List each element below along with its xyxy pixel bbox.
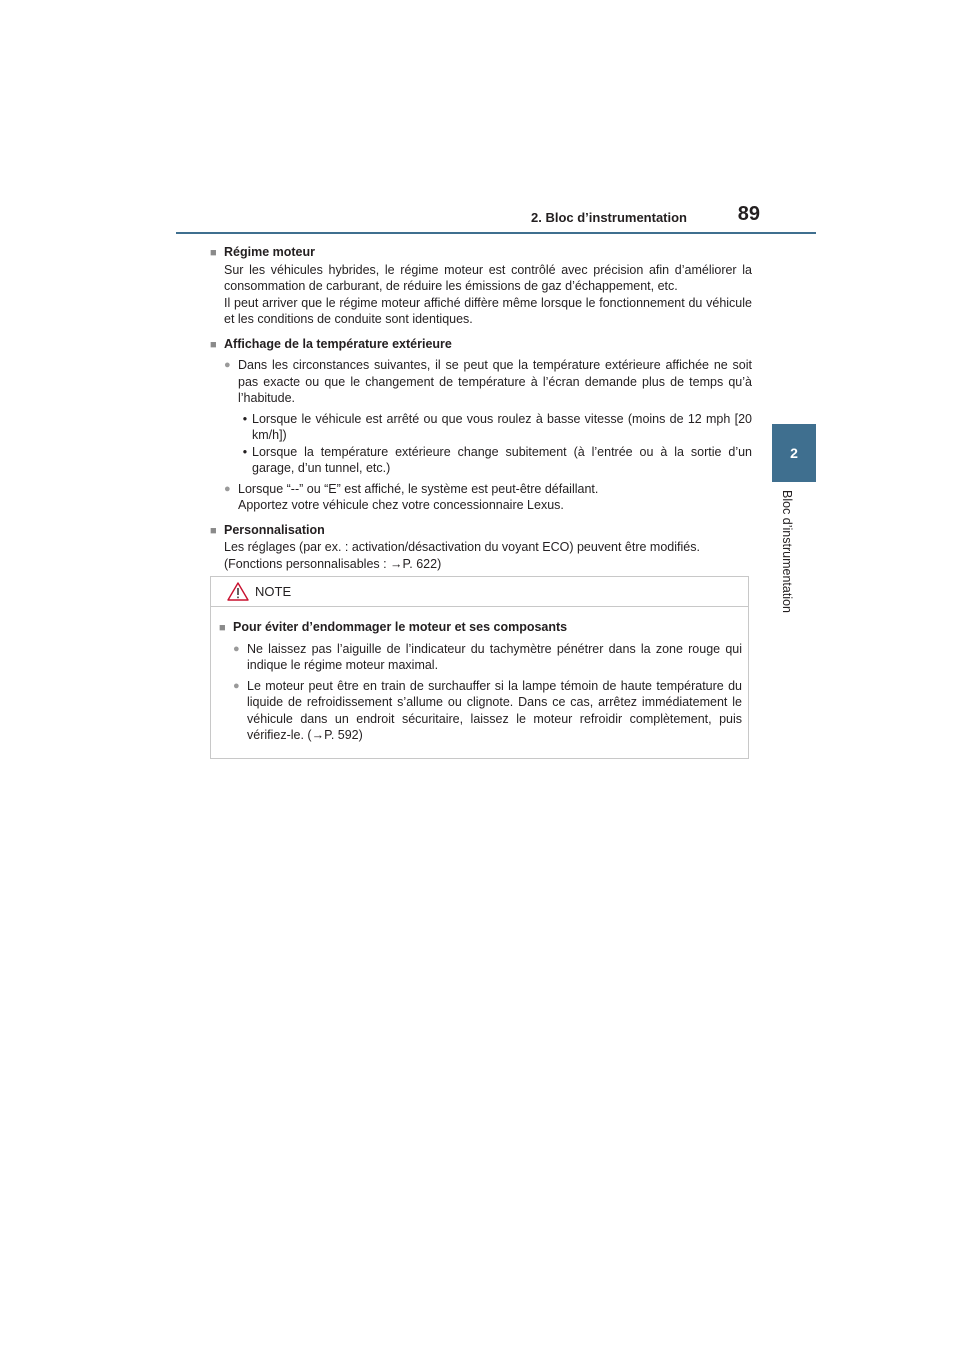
warning-triangle-icon (227, 582, 249, 601)
note-heading: ■ Pour éviter d’endommager le moteur et ses composants (219, 619, 742, 637)
section-heading: ■ Affichage de la température extérieure (210, 336, 752, 354)
list-item: ● Le moteur peut être en train de surchauffer si la lampe témoin de haute température du liquide de refroidissement s’allume ou clignote. Dans ce cas, arrêtez immédiatement le véhicule dans un endroit sécuritaire, laissez le moteur refroidir complètement, puis vérifiez-le. (→P. 592) (233, 678, 742, 742)
circle-bullet-icon: ● (233, 679, 240, 692)
header-title: 2. Bloc d’instrumentation (530, 210, 687, 225)
paragraph: Les réglages (par ex. : activation/désactivation du voyant ECO) peuvent être modifiés. (224, 540, 700, 554)
chapter-tab (772, 424, 816, 482)
list-item: ● Lorsque “--” ou “E” est affiché, le système est peut-être défaillant. Apportez votre véhicule chez votre concessionnaire Lexus. (224, 481, 599, 512)
small-bullet-icon: • (242, 444, 248, 459)
chapter-label: Bloc d’instrumentation (780, 490, 794, 613)
small-bullet-icon: • (242, 411, 248, 426)
square-bullet-icon: ■ (210, 338, 217, 351)
square-bullet-icon: ■ (210, 524, 217, 537)
note-box (210, 576, 749, 759)
header-rule (176, 232, 816, 234)
list-item: ● Dans les circonstances suivantes, il se peut que la température extérieure affichée ne soit pas exacte ou que le changement de température à l’écran demande plus de temps qu’à l’habitude. (224, 358, 752, 405)
note-body (211, 607, 748, 744)
page-number: 89 (737, 203, 760, 225)
square-bullet-icon: ■ (210, 247, 217, 259)
note-label: NOTE (255, 584, 292, 599)
paragraph: Il peut arriver que le régime moteur affiché diffère même lorsque le fonctionnement du véhicule et les conditions de conduite sont identiques. (224, 295, 752, 326)
circle-bullet-icon: ● (224, 359, 231, 371)
chapter-number: 2 (790, 445, 798, 461)
note-header (211, 577, 748, 607)
section-heading: ■ Régime moteur (210, 244, 752, 262)
square-bullet-icon: ■ (219, 622, 226, 634)
main-content (210, 244, 752, 572)
paragraph: (Fonctions personnalisables : →P. 622) (224, 556, 442, 571)
paragraph: Sur les véhicules hybrides, le régime moteur est contrôlé avec précision afin d’améliorer la consommation de carburant, de réduire les émissions de gaz d’échappement, etc. (224, 262, 752, 293)
circle-bullet-icon: ● (224, 482, 231, 495)
circle-bullet-icon: ● (233, 642, 240, 655)
sub-list-item: • Lorsque le véhicule est arrêté ou que vous roulez à basse vitesse (moins de 12 mph [20 km/h]) (238, 411, 752, 444)
list-item: ● Ne laissez pas l’aiguille de l’indicateur du tachymètre pénétrer dans la zone rouge qui indique le régime moteur maximal. (233, 641, 742, 672)
sub-list-item: • Lorsque la température extérieure change subitement (à l’entrée ou à la sortie d’un garage, d’un tunnel, etc.) (238, 444, 752, 477)
section-heading: ■ Personnalisation (210, 522, 752, 540)
